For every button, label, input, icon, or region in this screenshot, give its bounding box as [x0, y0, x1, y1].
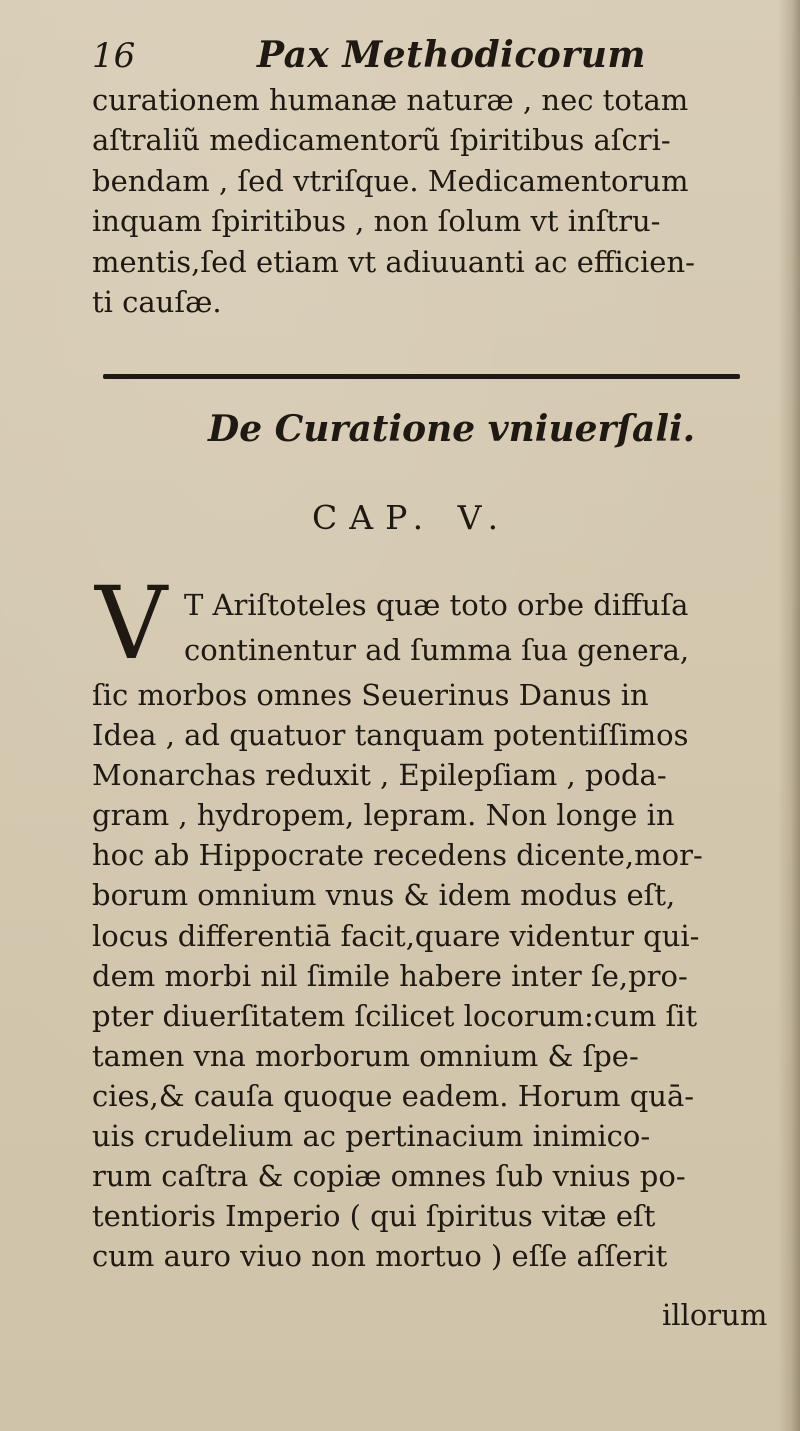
section-divider-rule	[103, 374, 740, 379]
text-line: rum caſtra & copiæ omnes ſub vnius po-	[92, 1159, 686, 1194]
text-line: continentur ad ſumma ſua genera,	[184, 633, 690, 667]
text-line: uis crudelium ac pertinacium inimico-	[92, 1119, 651, 1154]
text-line: locus differentiā facit,quare videntur qui-	[92, 918, 700, 953]
top-paragraph	[92, 80, 772, 322]
text-line: mentis,ſed etiam vt adiuuanti ac efficien-	[92, 244, 695, 279]
running-head: Pax Methodicorum	[257, 34, 647, 76]
chapter-heading: CAP. V.	[312, 498, 511, 537]
text-line: aſtraliũ medicamentorũ ſpiritibus aſcri-	[92, 123, 671, 158]
text-line: inquam ſpiritibus , non ſolum vt inſtru-	[92, 204, 661, 239]
text-line: gram , hydropem, lepram. Non longe in	[92, 798, 675, 833]
drop-cap: V	[95, 565, 168, 682]
text-line: borum omnium vnus & idem modus eſt,	[92, 878, 676, 913]
text-line: hoc ab Hippocrate recedens dicente,mor-	[92, 838, 703, 873]
text-line: dem morbi nil ſimile habere inter ſe,pro-	[92, 958, 688, 993]
catchword: illorum	[662, 1298, 768, 1332]
text-line: cies,& cauſa quoque eadem. Horum quā-	[92, 1078, 695, 1113]
drop-cap-lines	[184, 583, 689, 673]
section-title: De Curatione vniuerſali.	[208, 408, 696, 450]
chapter-body	[92, 675, 772, 1276]
text-line: tentioris Imperio ( qui ſpiritus vitæ eſt	[92, 1199, 656, 1234]
text-line: bendam , ſed vtriſque. Medicamentorum	[92, 163, 689, 198]
text-line: ſic morbos omnes Seuerinus Danus in	[92, 678, 649, 712]
text-line: Idea , ad quatuor tanquam potentiſſimos	[92, 718, 689, 753]
page-number: 16	[92, 36, 136, 76]
text-line: tamen vna morborum omnium & ſpe-	[92, 1038, 639, 1073]
page-header	[92, 26, 732, 82]
page-edge-shadow	[778, 0, 800, 1431]
text-line: pter diuerſitatem ſcilicet locorum:cum ſit	[92, 998, 698, 1033]
text-line: Monarchas reduxit , Epilepſiam , poda-	[92, 758, 667, 793]
text-line: T Ariſtoteles quæ toto orbe diffuſa	[184, 588, 689, 622]
text-line: curationem humanæ naturæ , nec totam	[92, 83, 689, 117]
text-line: cum auro viuo non mortuo ) eſſe aſſerit	[92, 1239, 668, 1274]
text-line: ti cauſæ.	[92, 285, 222, 320]
